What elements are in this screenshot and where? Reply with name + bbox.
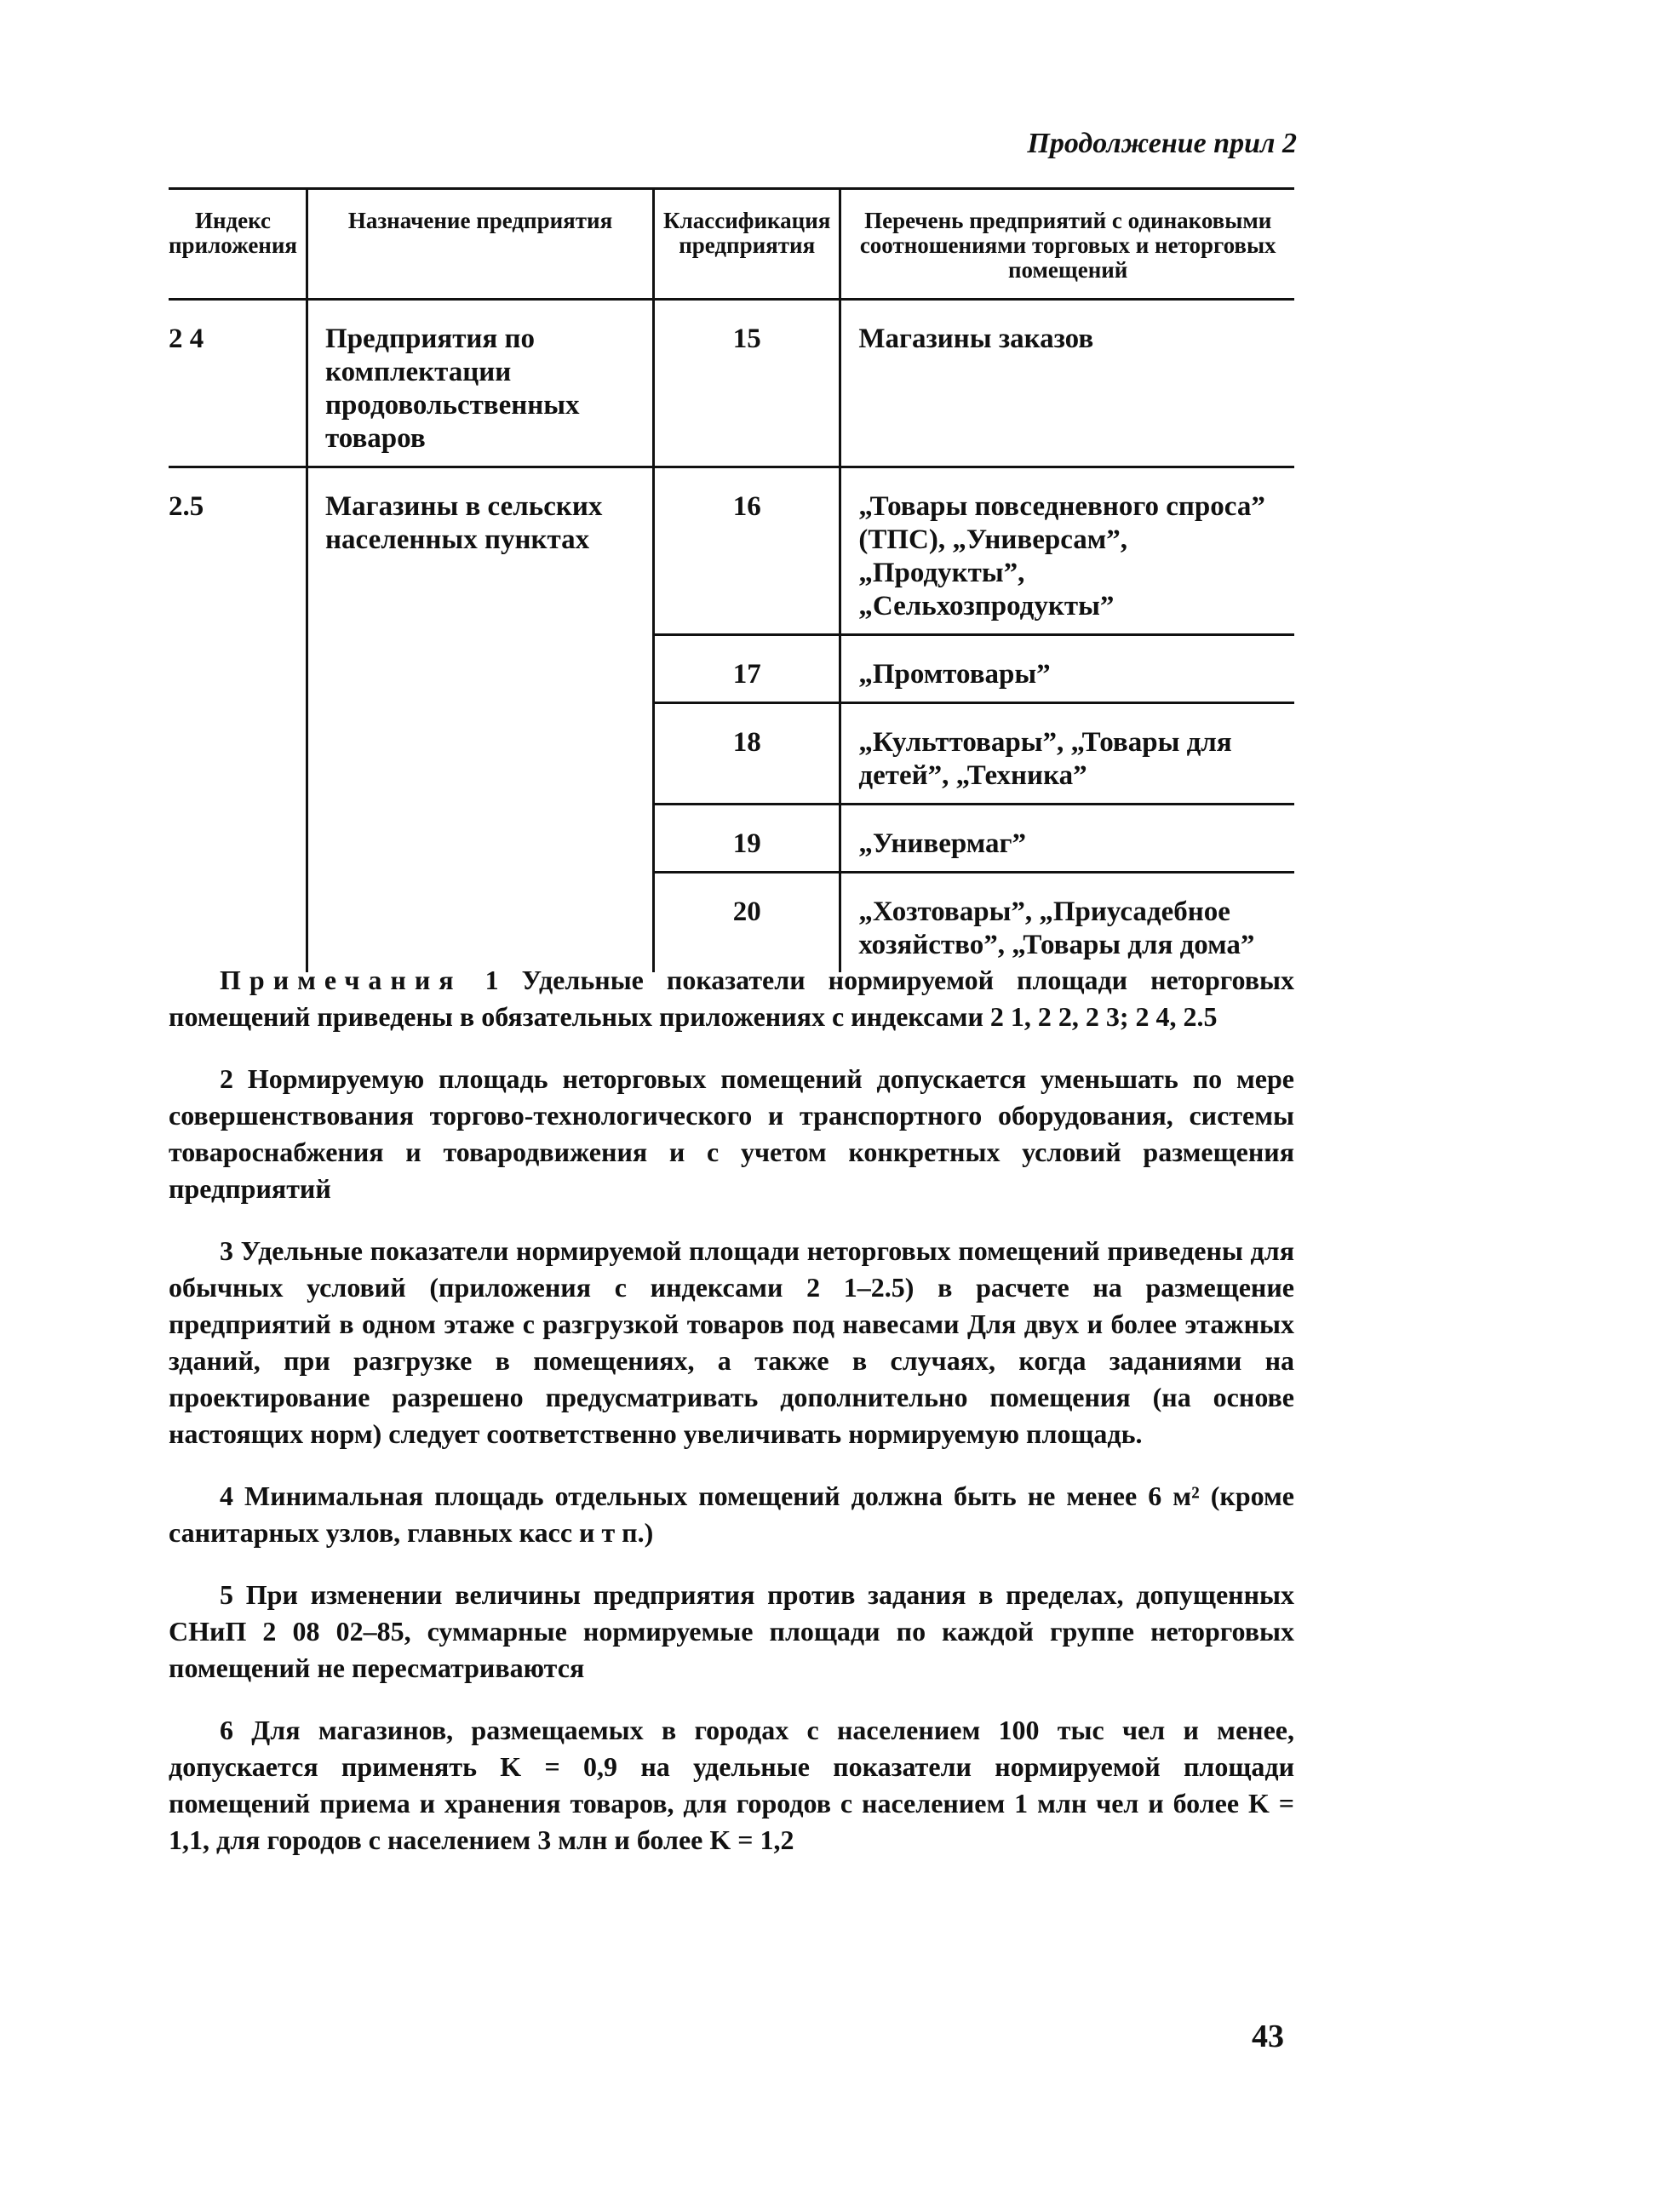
note-paragraph: 6 Для магазинов, размещаемых в городах с населением 100 тыс чел и менее, допускается применять K = 0,9 на удельные показатели нормируемой площади помещений приема и хранения товаров, для городов с населением 1 млн чел и более K = 1,1, для городов с населением 3 млн и более K = 1,2: [169, 1715, 1294, 1855]
cell-list: „Хозтовары”, „Приусадебное хозяйство”, „Товары для дома”: [840, 873, 1294, 973]
notes-section: [169, 962, 1294, 1884]
cell-classification: 18: [654, 703, 840, 805]
cell-index: 2.5: [169, 467, 307, 973]
note-paragraph: 4 Минимальная площадь отдельных помещений должна быть не менее 6 м² (кроме санитарных узлов, главных касс и т п.): [169, 1481, 1294, 1548]
cell-list: Магазины заказов: [858, 324, 1094, 354]
column-header-list: Перечень предприятий с одинаковыми соотношениями торговых и неторговых помещений: [840, 189, 1294, 300]
table-row: [169, 300, 1294, 467]
column-header-index: Индекс приложения: [169, 189, 307, 300]
cell-classification: 16: [654, 467, 840, 635]
cell-list: „Товары повседневного спроса” (ТПС), „Универсам”, „Продукты”, „Сельхозпродукты”: [840, 467, 1294, 635]
continuation-header: Продолжение прил 2: [1027, 128, 1297, 159]
cell-purpose: Магазины в сельских населенных пунктах: [307, 467, 654, 973]
cell-list: „Культтовары”, „Товары для детей”, „Техника”: [840, 703, 1294, 805]
note-paragraph: 5 При изменении величины предприятия против задания в пределах, допущенных СНиП 2 08 02–85, суммарные нормируемые площади по каждой группе неторговых помещений не пересматриваются: [169, 1579, 1294, 1683]
column-header-purpose: Назначение предприятия: [307, 189, 654, 300]
notes-title: Примечания: [220, 965, 462, 995]
cell-purpose: Предприятия по комплектации продовольственных товаров: [307, 300, 654, 467]
note-paragraph: 3 Удельные показатели нормируемой площади неторговых помещений приведены для обычных условий (приложения с индексами 2 1–2.5) в расчете на размещение предприятий в одном этаже с разгрузкой товаров под навесами Для двух и более этажных зданий, при разгрузке в помещениях, а также в случаях, когда заданиями на проектирование разрешено предусматривать дополнительно помещения (на основе настоящих норм) следует соответственно увеличивать нормируемую площадь.: [169, 1235, 1294, 1449]
appendix-table: [169, 187, 1294, 972]
note-text: 1 Удельные показатели нормируемой площади неторговых помещений приведены в обязательных приложениях с индексами 2 1, 2 2, 2 3; 2 4, 2.5: [169, 965, 1295, 1032]
page-number: 43: [1252, 2019, 1284, 2054]
cell-classification: 17: [654, 635, 840, 703]
note-paragraph: 2 Нормируемую площадь неторговых помещений допускается уменьшать по мере совершенствования торгово-технологического и транспортного оборудования, системы товароснабжения и товародвижения и с учетом конкретных условий размещения предприятий: [169, 1063, 1294, 1204]
cell-list: „Универмаг”: [840, 805, 1294, 873]
cell-classification: 19: [654, 805, 840, 873]
cell-classification: 15: [654, 300, 840, 467]
column-header-classification: Классификация предприятия: [654, 189, 840, 300]
note-paragraph: [169, 962, 1294, 1035]
cell-list: „Промтовары”: [840, 635, 1294, 703]
table-header-row: [169, 189, 1294, 300]
cell-classification: 20: [654, 873, 840, 973]
table-row: [169, 467, 1294, 635]
cell-index: 2 4: [169, 300, 307, 467]
